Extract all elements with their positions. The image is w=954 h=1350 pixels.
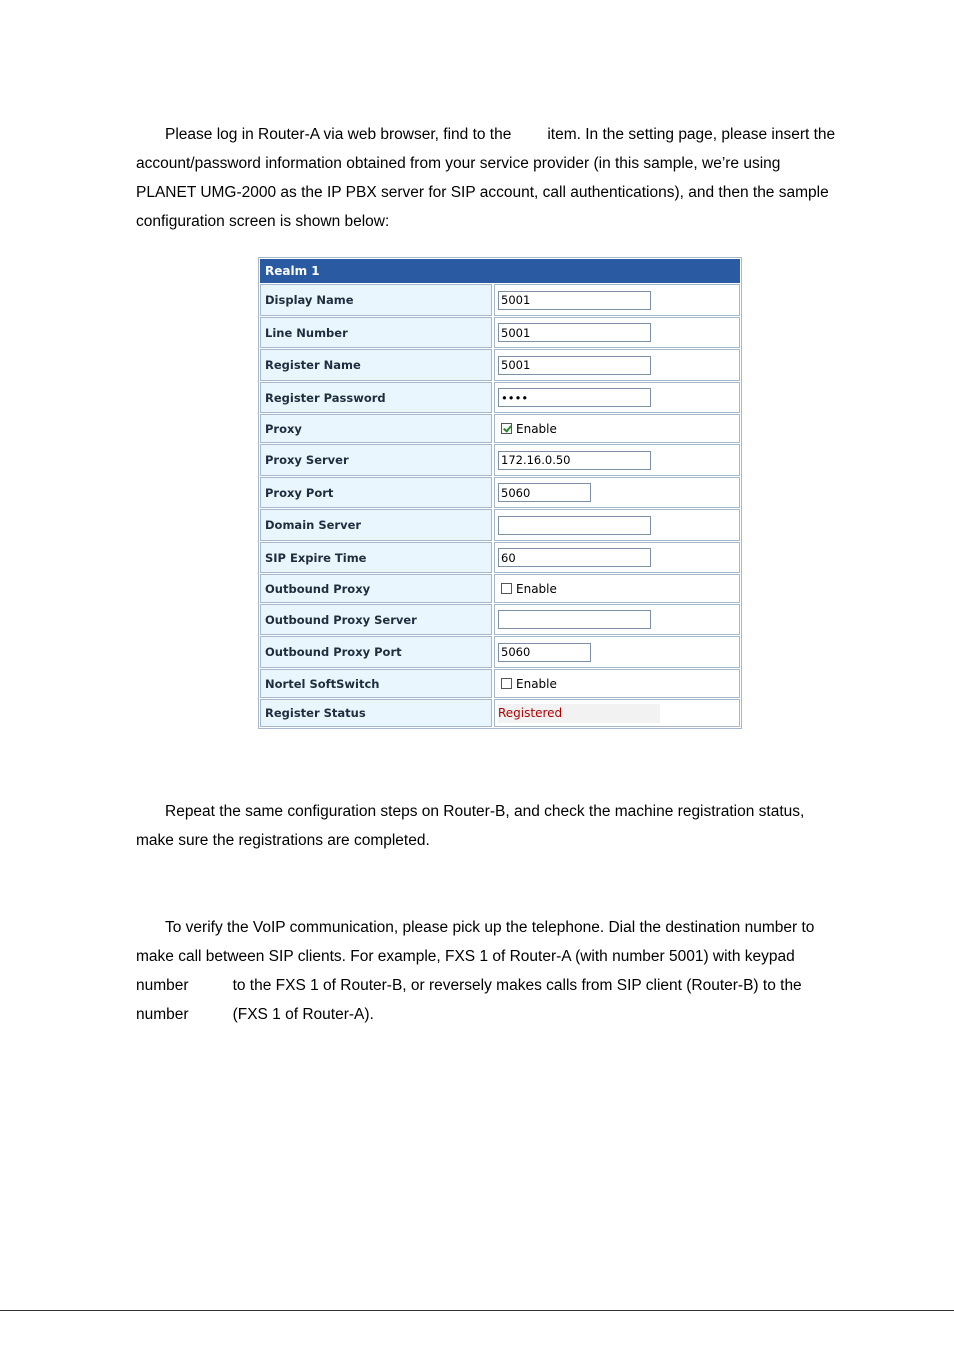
field-value-cell <box>494 699 740 727</box>
field-value-cell <box>494 542 740 573</box>
page-footer-rule <box>0 1310 954 1311</box>
table-row <box>260 604 740 635</box>
outbound-proxy-server-input[interactable] <box>498 610 651 629</box>
field-value-cell <box>494 414 740 443</box>
field-label: Domain Server <box>260 509 492 541</box>
table-row <box>260 509 740 541</box>
field-value-cell <box>494 574 740 603</box>
checkbox-unchecked-icon[interactable] <box>501 583 512 594</box>
field-value-cell <box>494 444 740 476</box>
table-row <box>260 542 740 573</box>
intro-line-3: PLANET UMG-2000 as the IP PBX server for SIP account, call authentications), and then the sample <box>136 184 829 201</box>
table-row <box>260 699 740 727</box>
verify-paragraph <box>136 913 863 1029</box>
intro-line-4: configuration screen is shown below: <box>136 213 390 230</box>
register-status-value: Registered <box>498 704 660 723</box>
field-label: Outbound Proxy Port <box>260 636 492 668</box>
outbound-proxy-checkbox[interactable] <box>501 582 557 596</box>
intro-line-2: account/password information obtained from your service provider (in this sample, we’re using <box>136 155 781 172</box>
field-value-cell <box>494 349 740 381</box>
display-name-input[interactable] <box>498 291 651 310</box>
table-row <box>260 284 740 316</box>
intro-paragraph <box>136 120 863 236</box>
field-value-cell <box>494 317 740 348</box>
field-label: Outbound Proxy Server <box>260 604 492 635</box>
repeat-line-2: make sure the registrations are completed. <box>136 832 430 849</box>
field-value-cell <box>494 477 740 508</box>
proxy-checkbox[interactable] <box>501 422 557 436</box>
table-row <box>260 636 740 668</box>
register-name-input[interactable] <box>498 356 651 375</box>
register-password-input[interactable] <box>498 388 651 407</box>
field-value-cell <box>494 382 740 413</box>
field-value-cell <box>494 636 740 668</box>
field-label: SIP Expire Time <box>260 542 492 573</box>
line-number-input[interactable] <box>498 323 651 342</box>
checkbox-checked-icon[interactable] <box>501 423 512 434</box>
nortel-softswitch-checkbox[interactable] <box>501 677 557 691</box>
table-row <box>260 477 740 508</box>
table-row <box>260 574 740 603</box>
field-label: Register Password <box>260 382 492 413</box>
field-label: Display Name <box>260 284 492 316</box>
proxy-port-input[interactable] <box>498 483 591 502</box>
field-label: Register Name <box>260 349 492 381</box>
field-label: Proxy Server <box>260 444 492 476</box>
field-label: Line Number <box>260 317 492 348</box>
checkbox-label: Enable <box>516 581 557 596</box>
table-rows <box>259 284 741 727</box>
table-row <box>260 382 740 413</box>
table-row <box>260 444 740 476</box>
checkbox-unchecked-icon[interactable] <box>501 678 512 689</box>
field-value-cell <box>494 509 740 541</box>
field-value-cell <box>494 669 740 698</box>
field-label: Register Status <box>260 699 492 727</box>
verify-line-3: number to the FXS 1 of Router-B, or reversely makes calls from SIP client (Router-B) to the <box>136 977 802 994</box>
domain-server-input[interactable] <box>498 516 651 535</box>
checkbox-label: Enable <box>516 676 557 691</box>
proxy-server-input[interactable] <box>498 451 651 470</box>
field-value-cell <box>494 284 740 316</box>
verify-line-4: number (FXS 1 of Router-A). <box>136 1006 374 1023</box>
intro-line-1: Please log in Router-A via web browser, find to the item. In the setting page, please insert the <box>165 126 836 143</box>
table-row <box>260 349 740 381</box>
table-header: Realm 1 <box>260 259 740 283</box>
field-label: Proxy Port <box>260 477 492 508</box>
outbound-proxy-port-input[interactable] <box>498 643 591 662</box>
field-label: Proxy <box>260 414 492 443</box>
field-label: Nortel SoftSwitch <box>260 669 492 698</box>
table-row <box>260 669 740 698</box>
table-row <box>260 317 740 348</box>
realm-config-table <box>258 257 742 729</box>
field-value-cell <box>494 604 740 635</box>
sip-expire-time-input[interactable] <box>498 548 651 567</box>
verify-line-2: make call between SIP clients. For example, FXS 1 of Router-A (with number 5001) with keypad <box>136 948 795 965</box>
checkbox-label: Enable <box>516 421 557 436</box>
verify-line-1: To verify the VoIP communication, please pick up the telephone. Dial the destination number to <box>165 919 815 936</box>
table-row <box>260 414 740 443</box>
repeat-paragraph <box>136 797 863 855</box>
field-label: Outbound Proxy <box>260 574 492 603</box>
repeat-line-1: Repeat the same configuration steps on Router-B, and check the machine registration status, <box>165 803 805 820</box>
